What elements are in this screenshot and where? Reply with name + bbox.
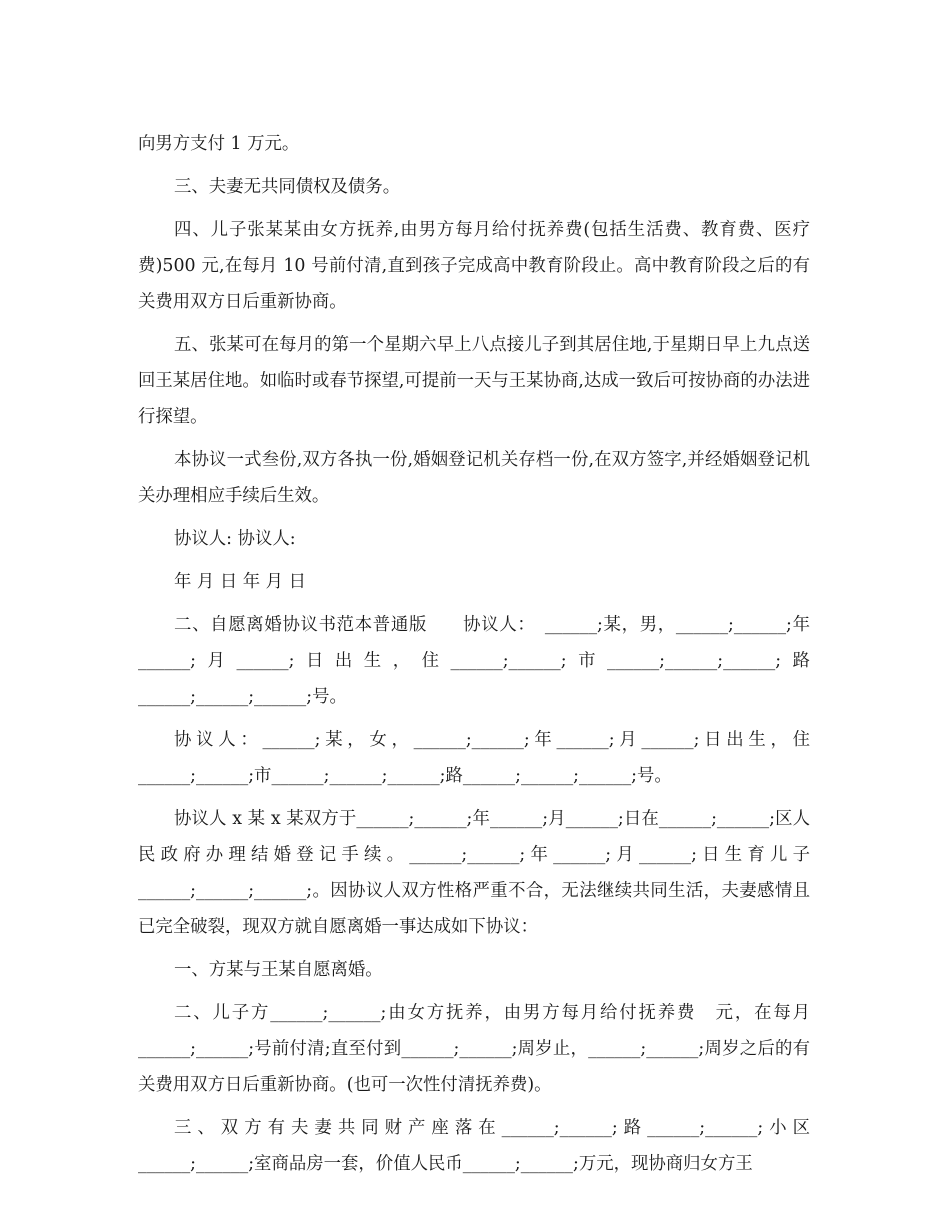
paragraph-clause-two: 二、儿子方______;______;由女方抚养，由男方每月给付抚养费 元，在每月______;______;号前付清;直至付到______;______;周岁止，______;______;周岁之后的有关费用双方日后重新协商。(也可一次性付清抚养费)。 bbox=[138, 1003, 810, 1095]
paragraph-no-debts: 三、夫妻无共同债权及债务。 bbox=[174, 177, 401, 197]
paragraph-child-support: 四、儿子张某某由女方抚养,由男方每月给付抚养费(包括生活费、教育费、医疗费)500 元,在每月 10 号前付清,直到孩子完成高中教育阶段止。高中教育阶段之后的有关费用双方日后重新协商。 bbox=[138, 220, 810, 312]
paragraph-second-template-party-a: 二、自愿离婚协议书范本普通版 协议人： ______;某，男，______;______;年______;月______;日出生，住______;______;市______;______;______;路______;______;______;号。 bbox=[138, 615, 810, 707]
paragraph-payment-clause: 向男方支付 1 万元。 bbox=[138, 134, 300, 154]
paragraph-signatories: 协议人: 协议人: bbox=[174, 529, 296, 549]
paragraph-clause-three: 三、双方有夫妻共同财产座落在______;______;路______;______;小区______;______;室商品房一套，价值人民币______;______;万元，现协商归女方王 bbox=[138, 1118, 810, 1174]
paragraph-copies: 本协议一式叁份,双方各执一份,婚姻登记机关存档一份,在双方签字,并经婚姻登记机关办理相应手续后生效。 bbox=[138, 450, 810, 506]
paragraph-marriage-registration: 协议人 x 某 x 某双方于______;______;年______;月______;日在______;______;区人民政府办理结婚登记手续。______;______;年______;月______;日生育儿子______;______;______;。因协议人双方性格严重不合，无法继续共同生活，夫妻感情且已完全破裂，现双方就自愿离婚一事达成如下协议： bbox=[138, 809, 810, 937]
paragraph-party-b: 协议人：______;某，女，______;______;年______;月______;日出生，住______;______;市______;______;______;路______;______;______;号。 bbox=[138, 730, 810, 786]
paragraph-clause-one: 一、方某与王某自愿离婚。 bbox=[174, 960, 383, 980]
document-page bbox=[138, 126, 810, 1189]
paragraph-visitation: 五、张某可在每月的第一个星期六早上八点接儿子到其居住地,于星期日早上九点送回王某居住地。如临时或春节探望,可提前一天与王某协商,达成一致后可按协商的办法进行探望。 bbox=[138, 335, 810, 427]
paragraph-dates: 年 月 日 年 月 日 bbox=[174, 572, 306, 592]
